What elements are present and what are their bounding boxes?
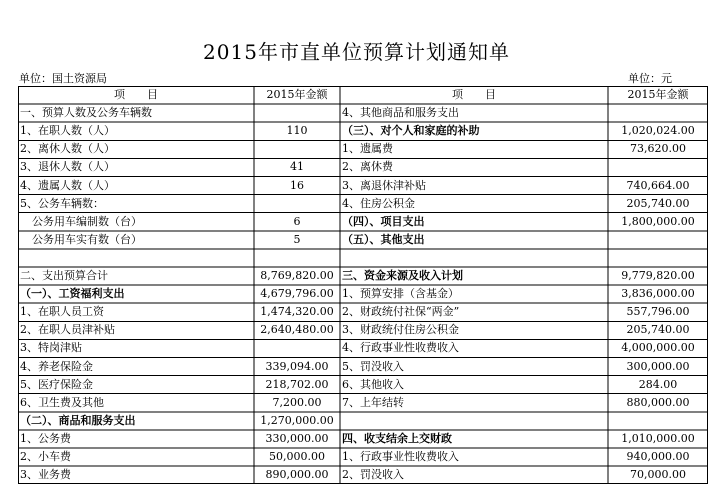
table-cell-amount-right: 4,000,000.00	[621, 341, 695, 355]
header-amount-left: 2015年金额	[266, 88, 328, 101]
table-cell-amount-right: 1,010,000.00	[621, 431, 695, 445]
table-cell-item-right: 1、预算安排（含基金）	[342, 287, 459, 301]
header-item-right: 项 目	[452, 88, 496, 101]
table-cell-amount-left: 4,679,796.00	[260, 287, 334, 301]
table-cell-item-right: （三）、对个人和家庭的补助	[342, 124, 480, 138]
table-cell-amount-left	[254, 140, 340, 158]
header-amount-right: 2015年金额	[627, 88, 689, 101]
table-cell-item-left: 3、特岗津贴	[20, 341, 82, 355]
table-cell-amount-right: 205,740.00	[626, 323, 690, 337]
page-title: 2015年市直单位预算计划通知单	[203, 40, 510, 64]
table-cell-amount-right: 740,664.00	[626, 178, 690, 192]
table-cell-item-left: 公务用车编制数（台）	[32, 214, 142, 228]
table-cell-item-left: 4、遗属人数（人）	[20, 178, 115, 192]
table-cell-amount-right	[608, 158, 708, 176]
table-cell-amount-left: 5	[293, 232, 301, 246]
table-cell-item-right: 1、遗属费	[342, 142, 393, 156]
table-cell-item-right: 1、行政事业性收费收入	[342, 450, 459, 463]
table-cell-amount-right	[608, 412, 708, 430]
table-cell-item-right: 4、住房公积金	[342, 196, 415, 210]
table-cell-amount-left: 50,000.00	[269, 450, 325, 463]
table-cell-amount-right: 880,000.00	[626, 395, 690, 409]
table-cell-amount-right: 300,000.00	[626, 359, 690, 373]
table-cell-amount-left: 339,094.00	[265, 359, 329, 373]
table-cell-amount-right	[608, 231, 708, 249]
table-cell-amount-left: 110	[286, 124, 308, 138]
table-cell-item-right: 四、收支结余上交财政	[342, 431, 452, 445]
table-cell-amount-left: 8,769,820.00	[260, 269, 334, 282]
table-cell-item-left: 二、支出预算合计	[20, 269, 108, 282]
table-cell-amount-right: 940,000.00	[626, 450, 690, 463]
table-cell-item-left: 5、医疗保险金	[20, 377, 93, 391]
table-cell-item-left: 1、在职人员工资	[20, 305, 104, 319]
table-cell-item-left: 4、养老保险金	[20, 359, 93, 373]
table-cell-amount-right	[608, 249, 708, 267]
table-cell-item-left: 2、小车费	[20, 450, 71, 463]
table-cell-item-left: 3、退休人数（人）	[20, 160, 115, 174]
table-cell-amount-left: 6	[293, 214, 301, 228]
table-cell-amount-right: 70,000.00	[630, 468, 686, 482]
table-cell-item-right: 2、罚没收入	[342, 468, 404, 482]
table-cell-item-right: 2、离休费	[342, 160, 393, 174]
unit-label: 单位：国土资源局	[19, 72, 107, 85]
header-item-left: 项 目	[114, 88, 158, 101]
table-cell-amount-left: 218,702.00	[265, 377, 329, 391]
table-cell-item-left: （二）、商品和服务支出	[20, 413, 136, 427]
table-cell-amount-right: 205,740.00	[626, 196, 690, 210]
table-cell-item-right: 6、其他收入	[342, 377, 404, 391]
table-cell-item-right: 7、上年结转	[342, 395, 404, 409]
table-cell-item-left: 1、公务费	[20, 431, 71, 445]
table-cell-item-right: 5、罚没收入	[342, 359, 404, 373]
table-cell-item-left: 公务用车实有数（台）	[32, 232, 142, 246]
table-cell-amount-right: 1,800,000.00	[621, 214, 695, 228]
table-cell-item-right: （四）、项目支出	[342, 214, 425, 228]
table-cell-amount-right: 9,779,820.00	[621, 269, 695, 282]
table-cell-amount-left	[254, 104, 340, 122]
table-cell-amount-left: 16	[290, 178, 304, 192]
table-cell-item-left	[18, 249, 254, 267]
table-cell-item-left: 一、预算人数及公务车辆数	[20, 106, 152, 120]
table-cell-amount-left	[254, 339, 340, 357]
table-cell-item-right: 3、财政统付住房公积金	[342, 323, 459, 337]
table-cell-amount-right	[608, 104, 708, 122]
table-cell-amount-right: 3,836,000.00	[621, 287, 695, 301]
table-cell-item-right	[340, 249, 608, 267]
table-cell-item-right	[340, 412, 608, 430]
table-cell-item-right: 三、资金来源及收入计划	[342, 269, 463, 282]
table-cell-amount-left: 330,000.00	[265, 431, 329, 445]
table-cell-item-left: 2、离休人数（人）	[20, 142, 115, 156]
table-cell-item-left: 3、业务费	[20, 468, 71, 482]
table-cell-amount-left: 1,474,320.00	[260, 305, 334, 319]
table-cell-item-left: 6、卫生费及其他	[20, 395, 104, 409]
table-cell-item-right: 4、其他商品和服务支出	[342, 106, 459, 120]
table-cell-item-left: 2、在职人员津补贴	[20, 323, 115, 337]
table-cell-amount-right: 73,620.00	[630, 142, 686, 156]
table-cell-amount-right: 557,796.00	[626, 305, 690, 319]
table-cell-item-right: 4、行政事业性收费收入	[342, 341, 459, 355]
table-cell-amount-left: 1,270,000.00	[260, 413, 334, 427]
table-cell-item-left: 1、在职人数（人）	[20, 124, 115, 138]
table-cell-item-right: 2、财政统付社保“两金”	[342, 305, 460, 319]
table-cell-amount-left: 890,000.00	[265, 468, 329, 482]
table-cell-amount-left: 7,200.00	[272, 395, 322, 409]
table-cell-item-right: 3、离退休津补贴	[342, 178, 426, 192]
table-cell-amount-right: 284.00	[638, 377, 678, 391]
budget-table	[18, 86, 708, 484]
currency-label: 单位：元	[628, 72, 672, 85]
table-cell-item-left: 5、公务车辆数：	[20, 196, 104, 210]
table-cell-item-right: （五）、其他支出	[342, 232, 425, 246]
table-cell-amount-left	[254, 195, 340, 213]
table-cell-amount-left: 41	[290, 160, 304, 174]
table-cell-amount-left: 2,640,480.00	[260, 323, 334, 337]
table-cell-amount-left	[254, 249, 340, 267]
table-cell-amount-right: 1,020,024.00	[621, 124, 695, 138]
table-cell-item-left: （一）、工资福利支出	[20, 287, 125, 301]
